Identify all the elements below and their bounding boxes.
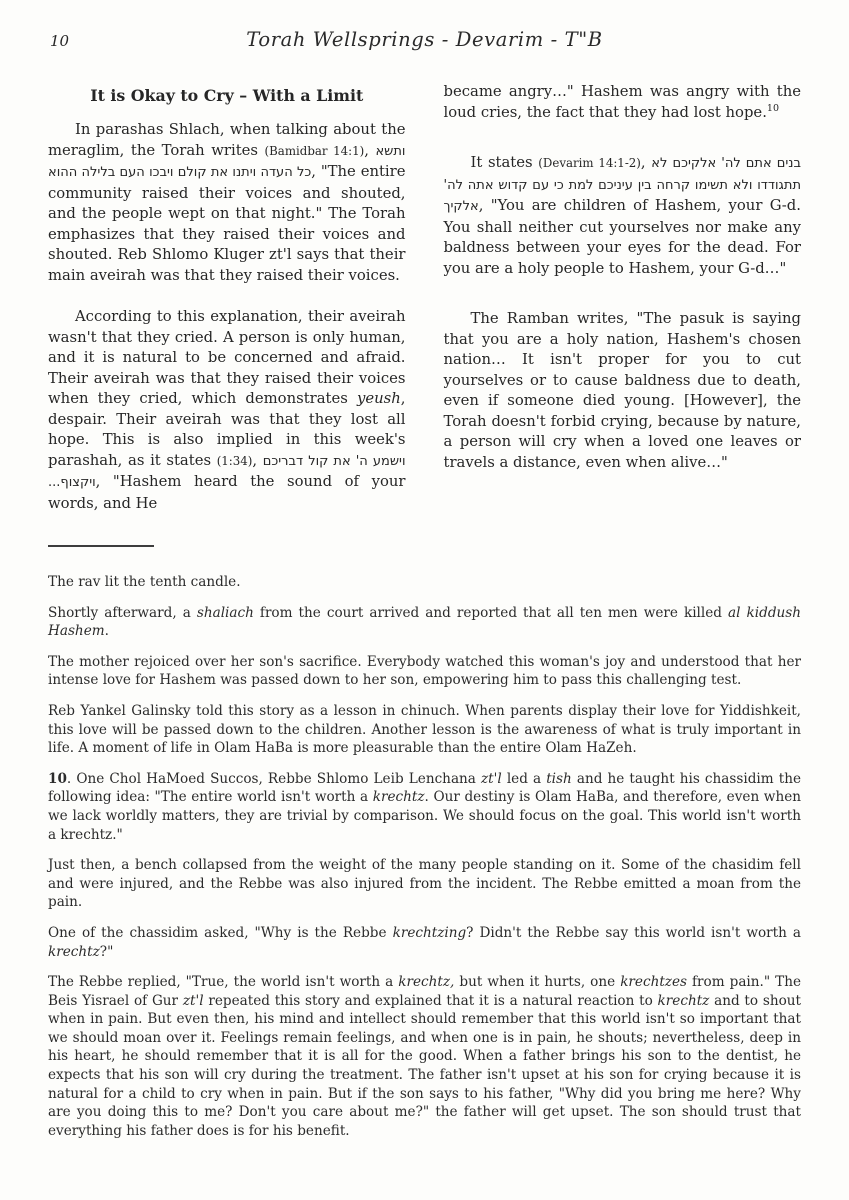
footnote-paragraph: The Rebbe replied, "True, the world isn't worth a krechtz, but when it hurts, one krechtzes from pain." The Beis Yisrael of Gur zt'l repeated this story and explained that it is a natural reaction to krechtz and to shout when in pain. But even then, his mind and intellect should remember that this world isn't so important that we should moan over it. Feelings remain feelings, and when one is in pain, he shouts; nevertheless, deep in his heart, he should remember that it is all for the good. When a father brings his son to the dentist, he expects that his son will cry during the treatment. The father isn't upset at his son for crying because it is natural for a child to cry when in pain. But if the son says to his father, "Why did you bring me here? Why are you doing this to me? Don't you care about me?" the father will get upset. The son should trust that everything his father does is for his benefit. [48,974,801,1139]
paragraph: In parashas Shlach, when talking about the meraglim, the Torah writes (Bamidbar 14:1), ותשא כל העדה ויתנו את קולם ויבכו העם בלילה ההוא, "The entire community raised their voices and shouted, and the people wept on that night." The Torah emphasizes that they raised their voices and shouted. Reb Shlomo Kluger zt'l says that their main aveirah was that they raised their voices. [48,121,406,284]
footnote-paragraph: Shortly afterward, a shaliach from the court arrived and reported that all ten men were killed al kiddush Hashem. [48,604,802,640]
paragraph: became angry…" Hashem was angry with the loud cries, the fact that they had lost hope.$^{10}$ [443,83,801,121]
footnote-paragraph: Just then, a bench collapsed from the weight of the many people standing on it. Some of the chasidim fell and were injured, and the Rebbe was also injured from the incident. The Rebbe emitted a moan from the pain. [48,857,801,911]
footnotes-section [48,573,801,1140]
section-heading: It is Okay to Cry – With a Limit [90,86,364,105]
footnote-paragraph: One of the chassidim asked, "Why is the Rebbe krechtzing? Didn't the Rebbe say this world isn't worth a krechtz?" [48,924,801,960]
page-number: 10 [50,32,70,50]
paragraph: The Ramban writes, "The pasuk is saying that you are a holy nation, Hashem's chosen nation… It isn't proper for you to cut yourselves or to cause baldness due to death, even if someone died young. [However], the Torah doesn't forbid crying, because by nature, a person will cry when a loved one leaves or travels a distance, even when alive…" [443,310,801,471]
paragraph: It states (Devarim 14:1-2), בנים אתם לה' אלקיכם לא תתגודדו ולא תשימו קרחה בין עיניכם למת כי עם קדוש אתה לה' אלקיך, "You are children of Hashem, your G-d. You shall neither cut yourselves nor make any baldness between your eyes for the dead. For you are a holy people to Hashem, your G-d…" [443,154,802,277]
footnote-divider [48,545,154,547]
right-column [444,82,802,503]
footnote-paragraph: The rav lit the tenth candle. [48,574,241,590]
left-column [48,82,406,535]
paragraph: According to this explanation, their aveirah wasn't that they cried. A person is only human, and it is natural to be concerned and afraid. Their aveirah was that they raised their voices when they cried, which demonstrates yeush, despair. Their aveirah was that they lost all hope. This is also implied in this week's parashah, as it states (1:34), וישמע ה' את קול דבריכם ויקצוף..., "Hashem heard the sound of your words, and He [48,308,406,512]
article-body [48,82,801,535]
footnote-paragraph: Reb Yankel Galinsky told this story as a lesson in chinuch. When parents display their love for Yiddishkeit, this love will be passed down to the children. Another lesson is the awareness of what is truly important in life. A moment of life in Olam HaBa is more pleasurable than the entire Olam HaZeh. [48,702,801,757]
page-title: Torah Wellsprings - Devarim - T"B [246,28,603,51]
page-header [48,28,801,54]
footnote-paragraph: The mother rejoiced over her son's sacrifice. Everybody watched this woman's joy and understood that her intense love for Hashem was passed down to her son, empowering him to pass this challenging test. [48,653,801,689]
footnote-paragraph: 10. One Chol HaMoed Succos, Rebbe Shlomo Leib Lenchana zt'l led a tish and he taught his chassidim the following idea: "The entire world isn't worth a krechtz. Our destiny is Olam HaBa, and therefore, even when we lack worldly matters, they are trivial by comparison. We should focus on the goal. This world isn't worth a krechtz." [48,770,802,843]
